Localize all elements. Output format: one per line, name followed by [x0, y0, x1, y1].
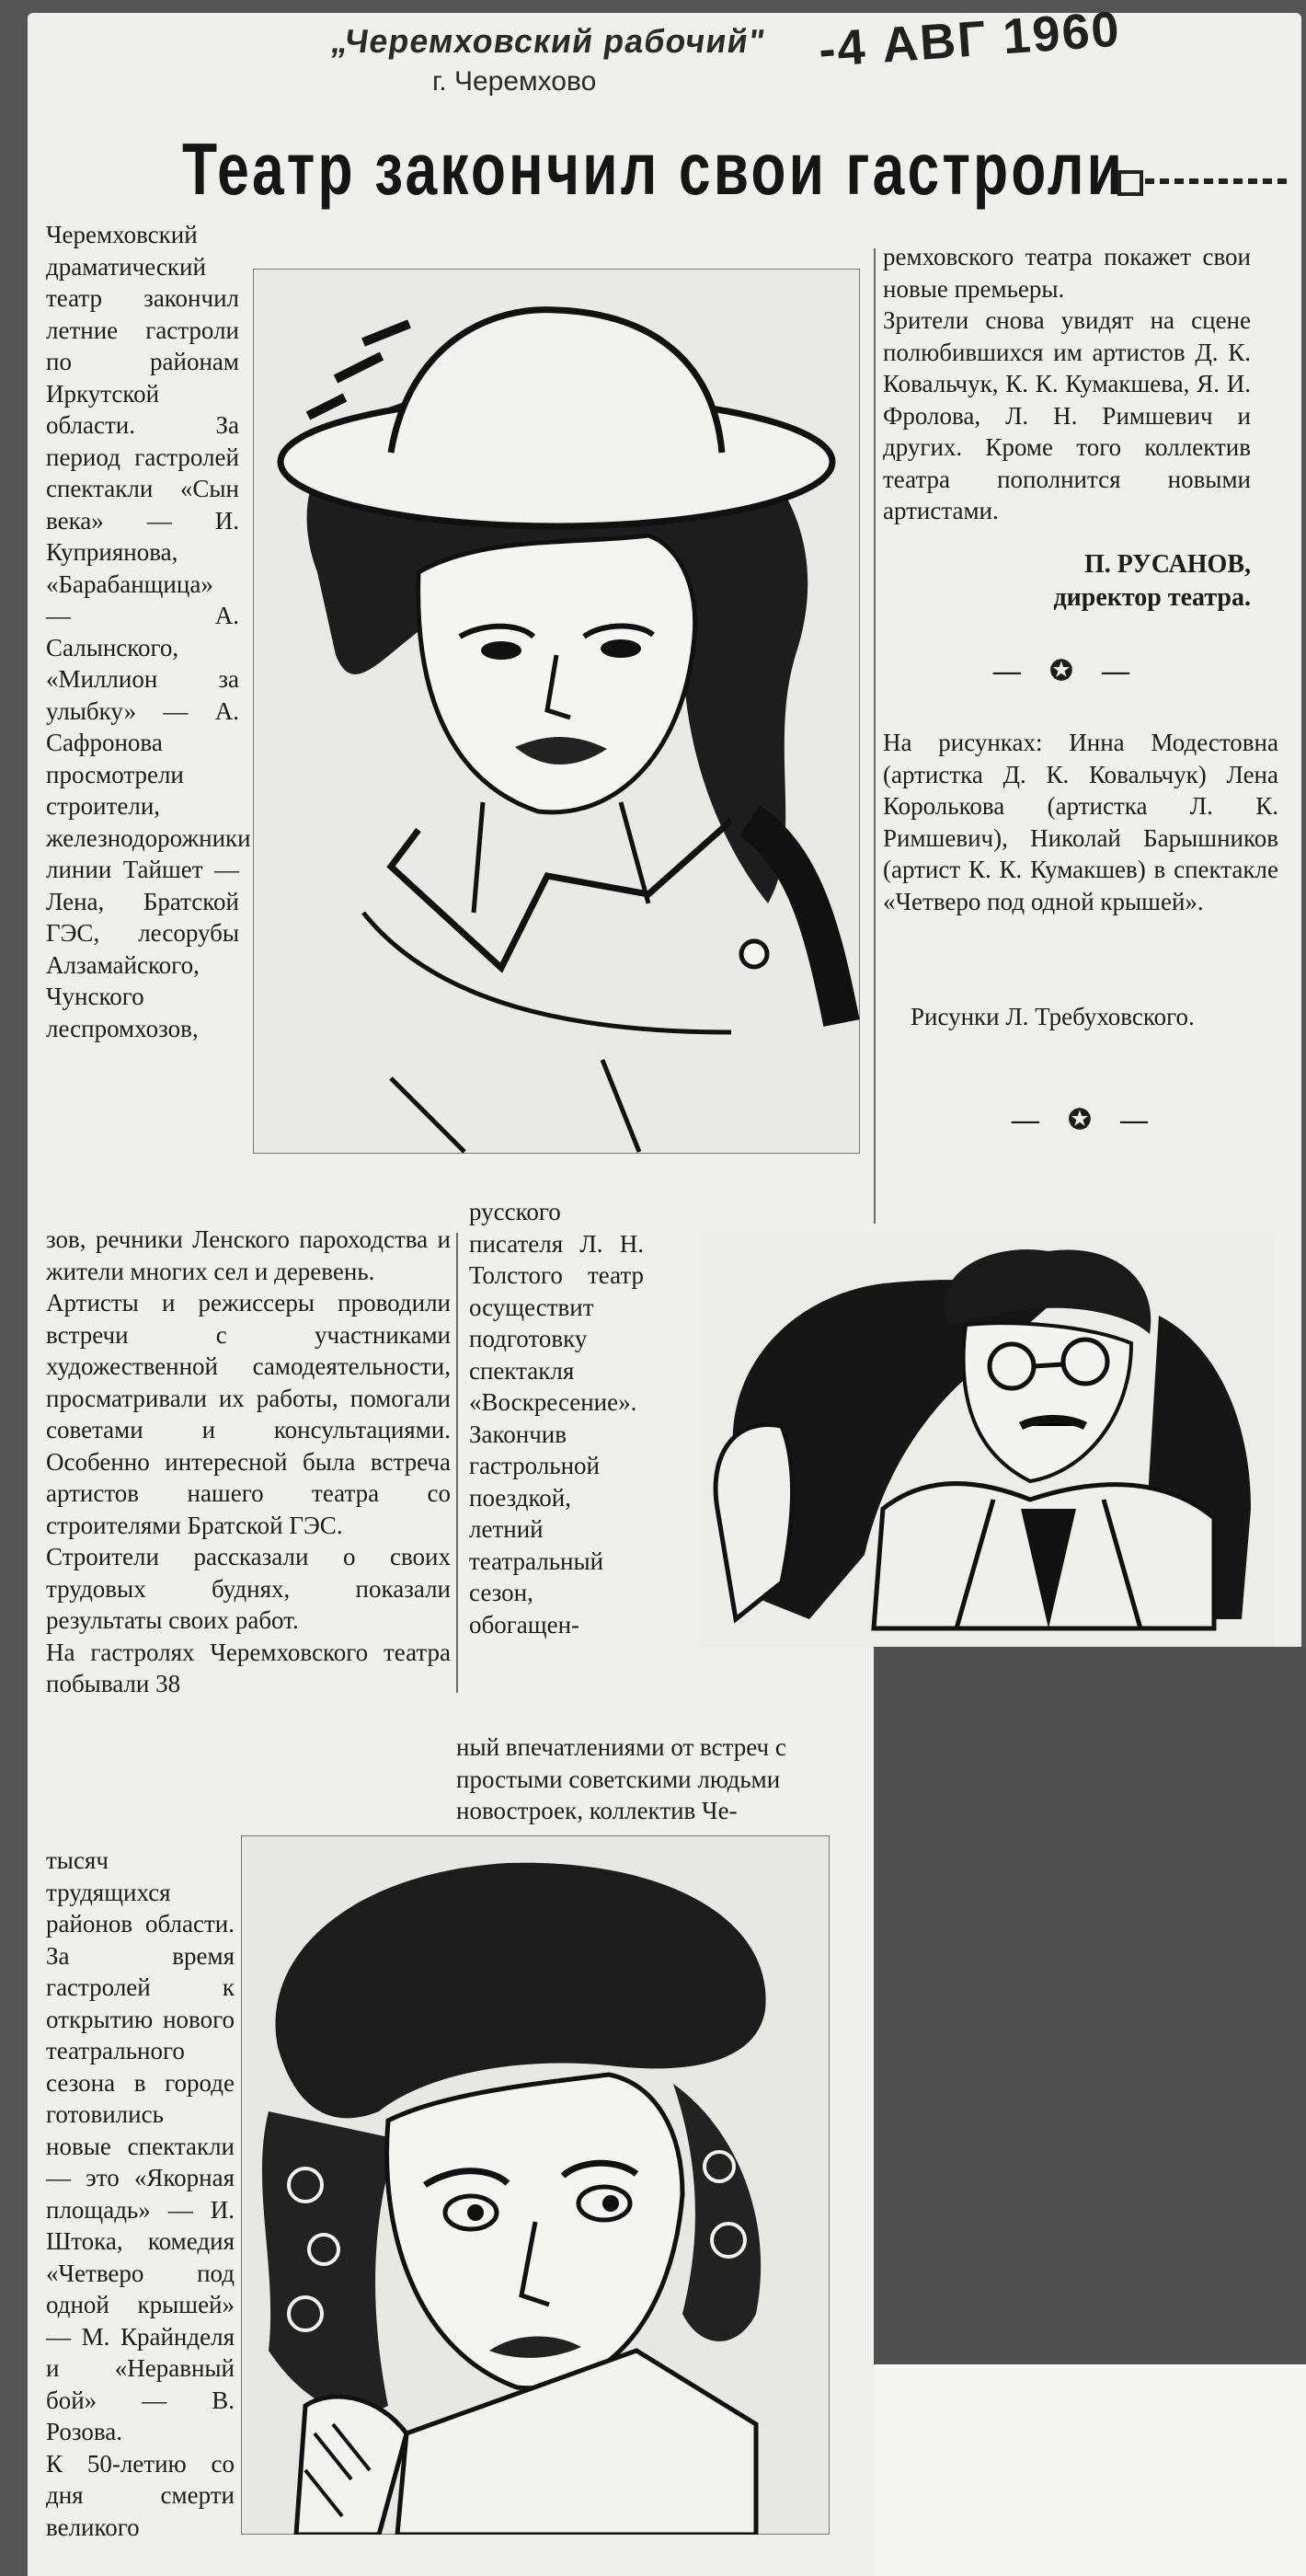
date-stamp: -4 АВГ 1960	[817, 1, 1123, 78]
article-headline: Театр закончил свои гастроли	[182, 128, 1126, 210]
illustration-lena-korolkova	[241, 1835, 830, 2535]
illustration-caption	[883, 727, 1278, 917]
illustration-nikolai-baryshnikov	[699, 1233, 1274, 1647]
author-title: директор театра.	[1053, 583, 1251, 612]
column-divider	[456, 1233, 458, 1693]
paragraph: тысяч трудящихся районов области. За время гастролей к открытию нового театрального сезона в городе готовились новые спектакли — это «Якорная площадь» — И. Штока, комедия «Четверо под одной крышей» — М. Крайнделя и «Неравный бой» — В. Розова.	[46, 1846, 235, 2445]
paragraph: ный впечатлениями от встреч с простыми советскими людьми новостроек, коллектив Че-	[456, 1733, 786, 1824]
illustration-credit: Рисунки Л. Требуховского.	[911, 1003, 1195, 1030]
column-divider	[874, 248, 876, 1224]
paragraph: Строители рассказали о своих трудовых буднях, показали результаты своих работ.	[46, 1543, 451, 1634]
paragraph: Артисты и режиссеры проводили встречи с участниками художественной самодеятельности, просматривали их работы, помогали советами и консультациями. Особенно интересной была встреча артистов нашего театра со строителями Братской ГЭС.	[46, 1289, 451, 1539]
paragraph: Черемховский драматический театр закончил летние гастроли по районам Иркутской области. За период гастролей спектакли «Сын века» — И. Куприянова, «Барабанщица» — А. Салынского, «Миллион за улыбку» — А. Сафронова просмотрели строители, железнодорожники линии Тайшет — Лена, Братской ГЭС, лесорубы Алзамайского, Чунского леспромхозов,	[46, 221, 251, 1042]
headline-ornament-wave	[1145, 178, 1292, 184]
article-column-2	[469, 1196, 644, 1640]
paragraph: зов, речники Ленского пароходства и жители многих сел и деревень.	[46, 1225, 451, 1285]
section-separator: — ✪ —	[992, 656, 1141, 686]
section-separator: — ✪ —	[1011, 1105, 1160, 1135]
paragraph: К 50-летию со дня смерти великого	[46, 2449, 235, 2541]
author-name: П. РУСАНОВ,	[1083, 550, 1251, 579]
scan-margin-strip	[874, 2364, 1306, 2576]
publication-name: „Черемховский рабочий"	[328, 22, 769, 60]
illustration-inna-modestovna	[253, 269, 860, 1154]
article-column-2-continued	[456, 1731, 870, 1827]
article-column-1-bottom	[46, 1845, 235, 2543]
article-column-1-continued	[46, 1224, 451, 1700]
paragraph: Зрители снова увидят на сцене полюбившихся им артистов Д. К. Ковальчук, К. К. Кумакшева, Я. И. Фролова, Л. Н. Римшевич и других. Кроме того коллектив театра пополнится новыми артистами.	[883, 306, 1251, 524]
article-column-3	[883, 241, 1251, 527]
publication-city: г. Черемхово	[432, 66, 597, 97]
article-column-1-intro	[46, 219, 251, 1044]
paragraph: На гастролях Черемховского театра побывали 38	[46, 1638, 451, 1697]
author-signature	[883, 548, 1251, 615]
paragraph: Закончив гастрольной поездкой, летний театральный сезон, обогащен-	[469, 1420, 604, 1639]
paragraph: русского писателя Л. Н. Толстого театр осуществит подготовку спектакля «Воскресение».	[469, 1198, 644, 1416]
paragraph: ремховского театра покажет свои новые премьеры.	[883, 243, 1251, 303]
caption-text: На рисунках: Инна Модестовна (артистка Д. К. Ковальчук) Лена Королькова (артистка Л. К. Римшевич), Николай Барышников (артист К. К. Кумакшев) в спектакле «Четверо под одной крышей».	[883, 729, 1278, 915]
headline-ornament-box	[1117, 170, 1143, 196]
